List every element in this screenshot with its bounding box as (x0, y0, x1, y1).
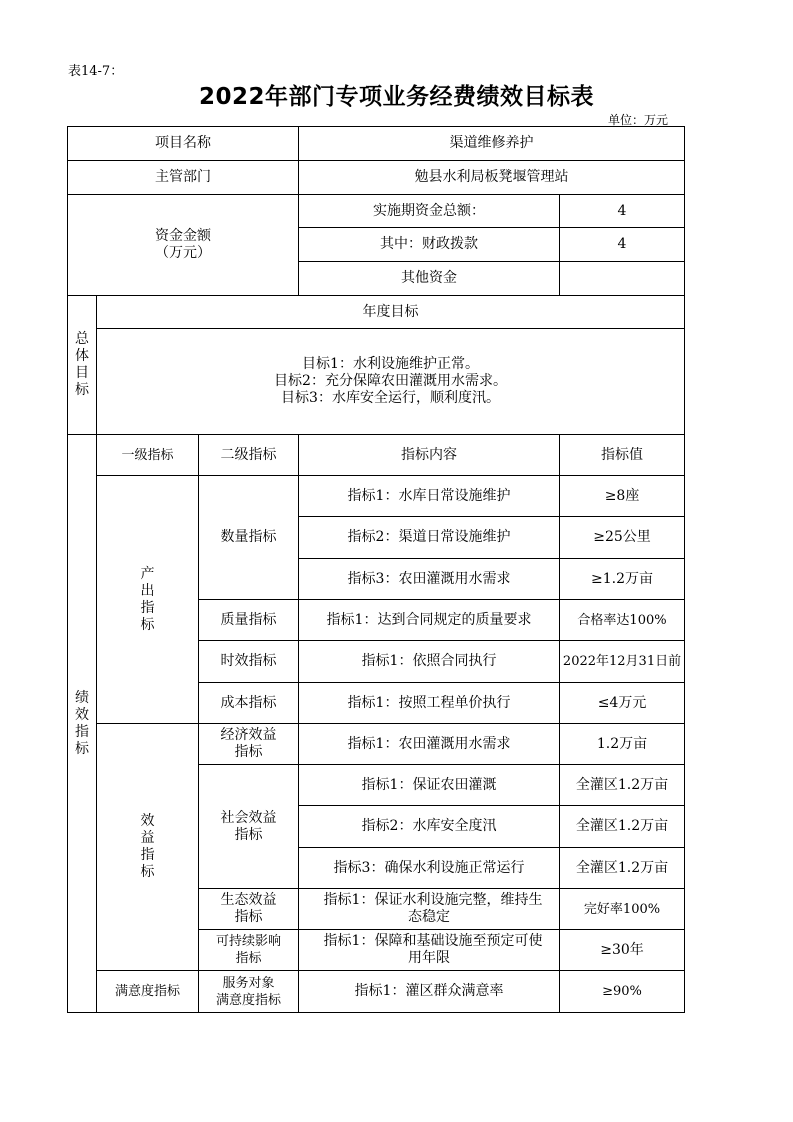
indicator-content: 指标3：农田灌溉用水需求 (299, 559, 560, 600)
funds-fiscal-value: 4 (560, 228, 685, 262)
quality-label: 质量指标 (199, 600, 299, 641)
perf-header-row (68, 435, 685, 476)
project-label: 项目名称 (68, 127, 299, 161)
annual-goals (97, 329, 685, 435)
goal-item: 目标2：充分保障农田灌溉用水需求。 (274, 373, 507, 389)
dept-row (68, 161, 685, 195)
indicator-value: ≥1.2万亩 (560, 559, 685, 600)
cost-label: 成本指标 (199, 683, 299, 724)
indicator-value: 1.2万亩 (560, 724, 685, 765)
funds-fiscal-label: 其中：财政拨款 (299, 228, 560, 262)
indicator-content: 指标1：保证农田灌溉 (299, 765, 560, 806)
indicator-value: 全灌区1.2万亩 (560, 848, 685, 889)
indicator-content: 指标1：达到合同规定的质量要求 (299, 600, 560, 641)
table-row (68, 971, 685, 1013)
indicator-content: 指标1：保证水利设施完整，维持生 态稳定 (299, 889, 560, 930)
indicator-content: 指标1：按照工程单价执行 (299, 683, 560, 724)
indicator-content: 指标1：依照合同执行 (299, 641, 560, 683)
funds-total-row (68, 195, 685, 228)
indicator-value: 合格率达100% (560, 600, 685, 641)
satisfaction-level2-label: 服务对象 满意度指标 (199, 971, 299, 1013)
indicator-value: ≥30年 (560, 930, 685, 971)
indicator-content: 指标2：水库安全度汛 (299, 806, 560, 848)
funds-label: 资金金额 （万元） (68, 195, 299, 296)
indicator-content: 指标3：确保水利设施正常运行 (299, 848, 560, 889)
table-number: 表14-7： (68, 64, 124, 79)
annual-goal-row (68, 329, 685, 435)
indicator-value: 全灌区1.2万亩 (560, 765, 685, 806)
header-value: 指标值 (560, 435, 685, 476)
social-label: 社会效益 指标 (199, 765, 299, 889)
annual-goal-header-row (68, 296, 685, 329)
indicator-value: ≥8座 (560, 476, 685, 517)
indicator-value: ≥25公里 (560, 517, 685, 559)
table-row (68, 724, 685, 765)
perf-label: 绩 效 指 标 (68, 435, 97, 1013)
annual-goal-label: 年度目标 (97, 296, 685, 329)
header-level1: 一级指标 (97, 435, 199, 476)
indicator-content: 指标1：保障和基础设施至预定可使 用年限 (299, 930, 560, 971)
sustainable-label: 可持续影响 指标 (199, 930, 299, 971)
indicator-content: 指标1：农田灌溉用水需求 (299, 724, 560, 765)
timeliness-label: 时效指标 (199, 641, 299, 683)
quantity-label: 数量指标 (199, 476, 299, 600)
performance-table (67, 126, 685, 1013)
table-row (68, 476, 685, 517)
funds-other-label: 其他资金 (299, 262, 560, 296)
indicator-value: ≤4万元 (560, 683, 685, 724)
unit-label: 单位：万元 (608, 113, 669, 127)
funds-other-value (560, 262, 685, 296)
header-level2: 二级指标 (199, 435, 299, 476)
indicator-value: ≥90% (560, 971, 685, 1013)
economic-label: 经济效益 指标 (199, 724, 299, 765)
dept-value: 勉县水利局板凳堰管理站 (299, 161, 685, 195)
indicator-content: 指标1：水库日常设施维护 (299, 476, 560, 517)
satisfaction-label: 满意度指标 (97, 971, 199, 1013)
indicator-content: 指标2：渠道日常设施维护 (299, 517, 560, 559)
header-content: 指标内容 (299, 435, 560, 476)
goal-item: 目标1：水利设施维护正常。 (302, 356, 479, 372)
ecological-label: 生态效益 指标 (199, 889, 299, 930)
output-label: 产 出 指 标 (97, 476, 199, 724)
goal-item: 目标3：水库安全运行，顺利度汛。 (281, 390, 500, 406)
overall-goal-label: 总 体 目 标 (68, 296, 97, 435)
project-row (68, 127, 685, 161)
funds-total-value: 4 (560, 195, 685, 228)
indicator-content: 指标1：灌区群众满意率 (299, 971, 560, 1013)
project-value: 渠道维修养护 (299, 127, 685, 161)
dept-label: 主管部门 (68, 161, 299, 195)
page-title: 2022年部门专项业务经费绩效目标表 (198, 84, 594, 110)
funds-total-label: 实施期资金总额： (299, 195, 560, 228)
indicator-value: 全灌区1.2万亩 (560, 806, 685, 848)
indicator-value: 完好率100% (560, 889, 685, 930)
benefit-label: 效 益 指 标 (97, 724, 199, 971)
indicator-value: 2022年12月31日前 (560, 641, 685, 683)
